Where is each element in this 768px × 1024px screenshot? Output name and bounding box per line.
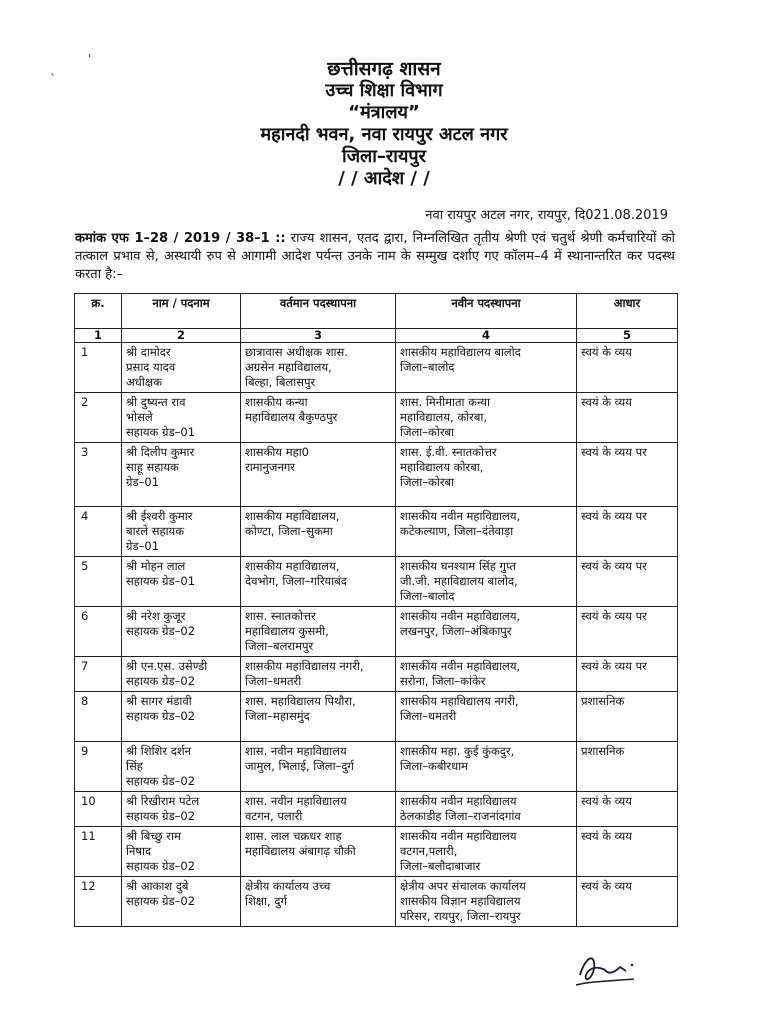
cell-name: श्री मोहन लाल सहायक ग्रेड–01 [122, 557, 241, 607]
col-number: 5 [577, 329, 678, 343]
cell-new-posting: शासकीय नवीन महाविद्यालय, सरोना, जिला–कांकेर [396, 657, 577, 692]
place-date: नवा रायपुर अटल नगर, रायपुर, दि02‌1.08.2019 [425, 208, 668, 223]
cell-basis: स्वयं के व्यय पर [577, 443, 678, 507]
cell-name: श्री एन.एस. उसेण्डी सहायक ग्रेड–02 [122, 657, 241, 692]
cell-basis: स्वयं के व्यय पर [577, 607, 678, 657]
table-row [75, 557, 678, 607]
cell-current-posting: शास. महाविद्यालय पिथौरा, जिला–महासमुंद [241, 692, 396, 742]
cell-new-posting: शासकीय घनश्याम सिंह गुप्त जी.जी. महाविद्यालय बालोद, जिला–बालोद [396, 557, 577, 607]
cell-current-posting: शास. नवीन महाविद्यालय जामुल, भिलाई, जिला–दुर्ग [241, 742, 396, 792]
cell-new-posting: क्षेत्रीय अपर संचालक कार्यालय शासकीय विज्ञान महाविद्यालय परिसर, रायपुर, जिला–रायपुर [396, 877, 577, 927]
transfer-table [74, 293, 678, 927]
order-number: कमांक एफ 1–28 / 2019 / 38–1 :: [75, 231, 286, 246]
cell-current-posting: शास. नवीन महाविद्यालय वटगन, पलारी [241, 792, 396, 827]
cell-name: श्री दामोदर प्रसाद यादव अधीक्षक [122, 343, 241, 393]
department-name: उच्च शिक्षा विभाग [325, 80, 443, 101]
table-header-row [75, 294, 678, 329]
cell-name: श्री रिखीराम पटेल सहायक ग्रेड–02 [122, 792, 241, 827]
cell-sno: 2 [75, 393, 122, 443]
cell-current-posting: शास. लाल चक्रधर शाह महाविद्यालय अंबागढ़ चौकी [241, 827, 396, 877]
cell-name: श्री आकाश दुबे सहायक ग्रेड–02 [122, 877, 241, 927]
cell-current-posting: क्षेत्रीय कार्यालय उच्च शिक्षा, दुर्ग [241, 877, 396, 927]
cell-basis: स्वयं के व्यय [577, 877, 678, 927]
cell-basis: स्वयं के व्यय पर [577, 657, 678, 692]
table-row [75, 877, 678, 927]
cell-current-posting: शासकीय महाविद्यालय नगरी, जिला–धमतरी [241, 657, 396, 692]
col-header-name: नाम / पदनाम [122, 294, 241, 329]
cell-basis: प्रशासनिक [577, 692, 678, 742]
table-row [75, 657, 678, 692]
cell-new-posting: शासकीय नवीन महाविद्यालय वटगन,पलारी, जिला–बलौदाबाजार [396, 827, 577, 877]
cell-new-posting: शास. मिनीमाता कन्या महाविद्यालय, कोरबा, जिला–कोरबा [396, 393, 577, 443]
col-number: 2 [122, 329, 241, 343]
stray-mark: ' [88, 52, 92, 66]
cell-name: श्री शिशिर दर्शन सिंह सहायक ग्रेड–02 [122, 742, 241, 792]
govt-name: छत्तीसगढ़ शासन [327, 58, 441, 80]
table-row [75, 827, 678, 877]
cell-new-posting: शासकीय नवीन महाविद्यालय, कटेकल्याण, जिला–दंतेवाड़ा [396, 507, 577, 557]
cell-current-posting: छात्रावास अधीक्षक शास. अग्रसेन महाविद्यालय, बिल्हा, बिलासपुर [241, 343, 396, 393]
cell-new-posting: शास. ई.वी. स्नातकोत्तर महाविद्यालय कोरबा, जिला–कोरबा [396, 443, 577, 507]
cell-current-posting: शासकीय महा0 रामानुजनगर [241, 443, 396, 507]
order-heading: / / आदेश / / [338, 168, 430, 189]
col-number: 4 [396, 329, 577, 343]
cell-basis: स्वयं के व्यय पर [577, 507, 678, 557]
cell-basis: प्रशासनिक [577, 742, 678, 792]
col-header-sno: क्र. [75, 294, 122, 329]
cell-current-posting: शासकीय महाविद्यालय, देवभोग, जिला–गरियाबंद [241, 557, 396, 607]
cell-sno: 4 [75, 507, 122, 557]
table-row [75, 792, 678, 827]
table-row [75, 607, 678, 657]
cell-sno: 12 [75, 877, 122, 927]
cell-sno: 8 [75, 692, 122, 742]
cell-sno: 6 [75, 607, 122, 657]
office-address: महानदी भवन, नवा रायपुर अटल नगर [260, 124, 508, 145]
district-name: जिला–रायपुर [342, 146, 426, 167]
office-name: “मंत्रालय” [348, 102, 420, 123]
cell-sno: 10 [75, 792, 122, 827]
cell-name: श्री दिलीप कुमार साहू सहायक ग्रेड–01 [122, 443, 241, 507]
cell-sno: 11 [75, 827, 122, 877]
col-number: 1 [75, 329, 122, 343]
cell-new-posting: शासकीय नवीन महाविद्यालय ठेलकाडीह जिला–राजनांदगांव [396, 792, 577, 827]
cell-sno: 1 [75, 343, 122, 393]
cell-basis: स्वयं के व्यय [577, 343, 678, 393]
document-header [0, 58, 768, 190]
table-row [75, 692, 678, 742]
cell-basis: स्वयं के व्यय [577, 393, 678, 443]
cell-new-posting: शासकीय महा. कुई कुंकदुर, जिला–कबीरधाम [396, 742, 577, 792]
cell-basis: स्वयं के व्यय [577, 792, 678, 827]
cell-name: श्री बिच्छु राम निषाद सहायक ग्रेड–02 [122, 827, 241, 877]
cell-name: श्री सागर मंडावी सहायक ग्रेड–02 [122, 692, 241, 742]
cell-new-posting: शासकीय नवीन महाविद्यालय, लखनपुर, जिला–अंबिकापुर [396, 607, 577, 657]
cell-current-posting: शासकीय महाविद्यालय, कोण्टा, जिला–सुकमा [241, 507, 396, 557]
cell-basis: स्वयं के व्यय [577, 827, 678, 877]
cell-sno: 9 [75, 742, 122, 792]
cell-name: श्री दुष्यन्त राव भोसले सहायक ग्रेड–01 [122, 393, 241, 443]
table-row [75, 443, 678, 507]
cell-sno: 5 [75, 557, 122, 607]
cell-name: श्री ईश्वरी कुमार बारले सहायक ग्रेड–01 [122, 507, 241, 557]
cell-basis: स्वयं के व्यय पर [577, 557, 678, 607]
order-paragraph [75, 230, 675, 284]
cell-sno: 3 [75, 443, 122, 507]
col-header-current: वर्तमान पदस्थापना [241, 294, 396, 329]
col-number: 3 [241, 329, 396, 343]
stray-mark: ` [50, 72, 56, 86]
cell-current-posting: शासकीय कन्या महाविद्यालय बैकुण्ठपुर [241, 393, 396, 443]
cell-current-posting: शास. स्नातकोत्तर महाविद्यालय कुसमी, जिला–बलरामपुर [241, 607, 396, 657]
cell-new-posting: शासकीय महाविद्यालय नगरी, जिला–धमतरी [396, 692, 577, 742]
signature-mark [572, 945, 642, 995]
table-row [75, 742, 678, 792]
table-row [75, 393, 678, 443]
order-text: राज्य शासन, एतद द्वारा, निम्नलिखित तृतीय श्रेणी एवं चतुर्थ श्रेणी कर्मचारियों को तत्काल प्रभाव से, अस्थायी रुप से आगामी आदेश पर्यन्त उनके नाम के सम्मुख दर्शाए गए कॉलम–4 में स्थानान्तरित कर पदस्थ करता है:– [75, 231, 675, 282]
col-header-new: नवीन पदस्थापना [396, 294, 577, 329]
cell-name: श्री नरेश कुजूर सहायक ग्रेड–02 [122, 607, 241, 657]
col-header-basis: आधार [577, 294, 678, 329]
table-row [75, 343, 678, 393]
cell-sno: 7 [75, 657, 122, 692]
column-number-row [75, 329, 678, 343]
table-row [75, 507, 678, 557]
cell-new-posting: शासकीय महाविद्यालय बालोद जिला–बालोद [396, 343, 577, 393]
